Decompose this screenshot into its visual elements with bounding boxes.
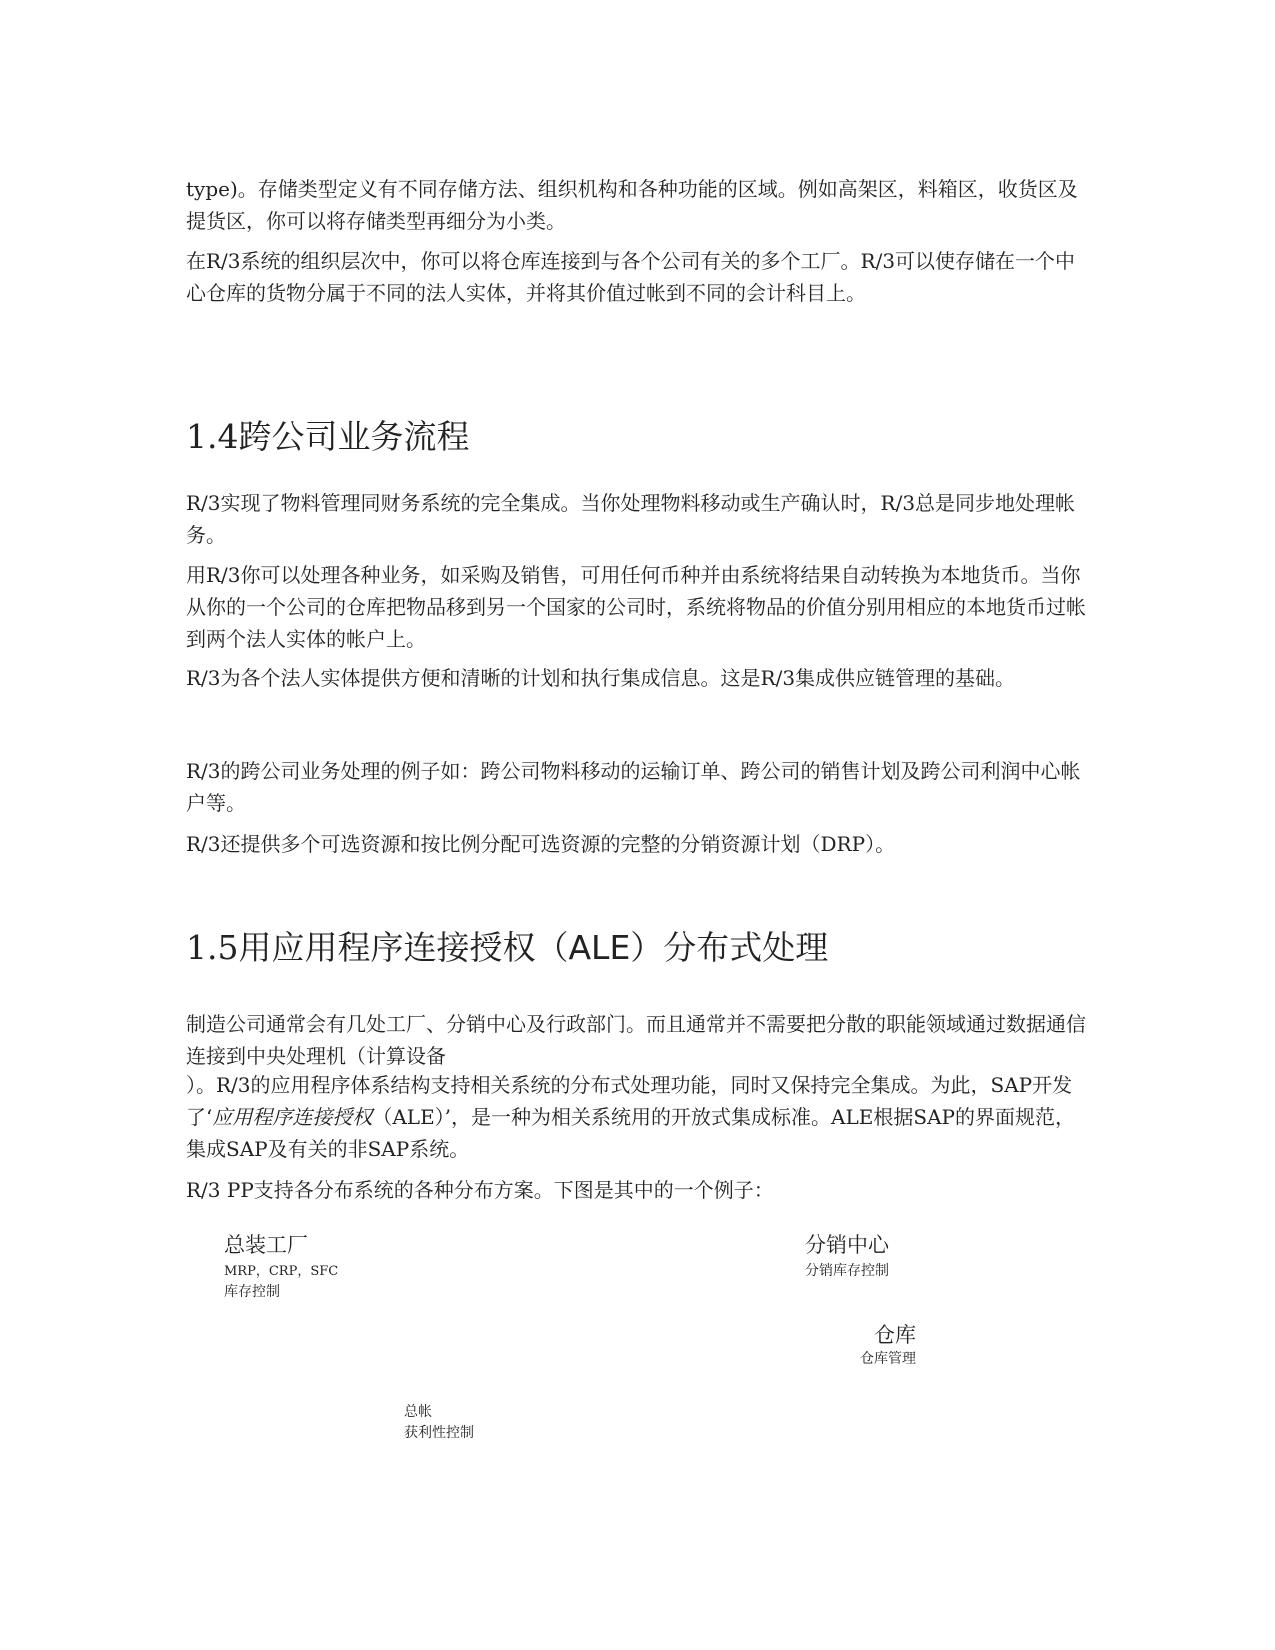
paragraph-planning: R/3为各个法人实体提供方便和清晰的计划和执行集成信息。这是R/3集成供应链管理的基础。 — [186, 666, 1016, 690]
paragraph-integration: R/3实现了物料管理同财务系统的完全集成。当你处理物料移动或生产确认时，R/3总是同步地处理帐务。 — [186, 491, 1076, 547]
node-line: MRP，CRP，SFC — [224, 1264, 339, 1279]
node-distribution-center — [805, 1231, 889, 1282]
paragraph-pp-distribution: R/3 PP支持各分布系统的各种分布方案。下图是其中的一个例子： — [186, 1178, 774, 1202]
ale-term: 应用程序连接授权 — [212, 1105, 373, 1129]
section-title: 跨公司业务流程 — [238, 417, 470, 456]
section-heading-1-4 — [186, 417, 469, 457]
node-line: 总帐 — [404, 1404, 432, 1420]
paragraph-currency: 用R/3你可以处理各种业务，如采购及销售，可用任何币种并由系统将结果自动转换为本地货币。当你从你的一个公司的仓库把物品移到另一个国家的公司时，系统将物品的价值分别用相应的本地货币过帐到两个法人实体的帐户上。 — [186, 563, 1086, 651]
node-assembly-plant — [224, 1231, 338, 1303]
node-line: 获利性控制 — [404, 1425, 474, 1441]
paragraph-distributed-line2 — [186, 1069, 1091, 1165]
paragraph-distributed-line1: 制造公司通常会有几处工厂、分销中心及行政部门。而且通常并不需要把分散的职能领域通过数据通信连接到中央处理机（计算设备 — [186, 1012, 1086, 1068]
text-run: ）。R/3的应用程序体系结构支持相关系统的分布式处理功能，同时又保持完全集成。为此，SAP开发了‘ — [186, 1073, 1073, 1129]
node-line: 库存控制 — [224, 1284, 280, 1300]
node-title: 仓库 — [874, 1323, 916, 1347]
paragraph-storage-type: type)。存储类型定义有不同存储方法、组织机构和各种功能的区域。例如高架区，料箱区，收货区及提货区，你可以将存储类型再细分为小类。 — [186, 177, 1078, 233]
section-number: 1.4 — [186, 417, 239, 456]
node-general-ledger — [404, 1402, 474, 1444]
text-run: （ALE）’，是一种为相关系统用的开放式集成标准。ALE根据SAP的界面规范，集成SAP及有关的非SAP系统。 — [186, 1105, 1075, 1161]
paragraph-warehouse-org: 在R/3系统的组织层次中，你可以将仓库连接到与各个公司有关的多个工厂。R/3可以使存储在一个中心仓库的货物分属于不同的法人实体，并将其价值过帐到不同的会计科目上。 — [186, 249, 1076, 305]
node-title: 分销中心 — [805, 1233, 889, 1257]
node-line: 仓库管理 — [860, 1351, 916, 1367]
node-warehouse — [860, 1321, 916, 1370]
node-line: 分销库存控制 — [805, 1263, 889, 1279]
section-heading-1-5 — [186, 928, 828, 968]
paragraph-cross-company-examples: R/3的跨公司业务处理的例子如：跨公司物料移动的运输订单、跨公司的销售计划及跨公司利润中心帐户等。 — [186, 759, 1081, 815]
paragraph-drp: R/3还提供多个可选资源和按比例分配可选资源的完整的分销资源计划（DRP）。 — [186, 832, 896, 856]
section-number: 1.5 — [186, 928, 239, 967]
node-title: 总装工厂 — [224, 1233, 308, 1257]
section-title: 用应用程序连接授权（ALE）分布式处理 — [238, 928, 829, 967]
